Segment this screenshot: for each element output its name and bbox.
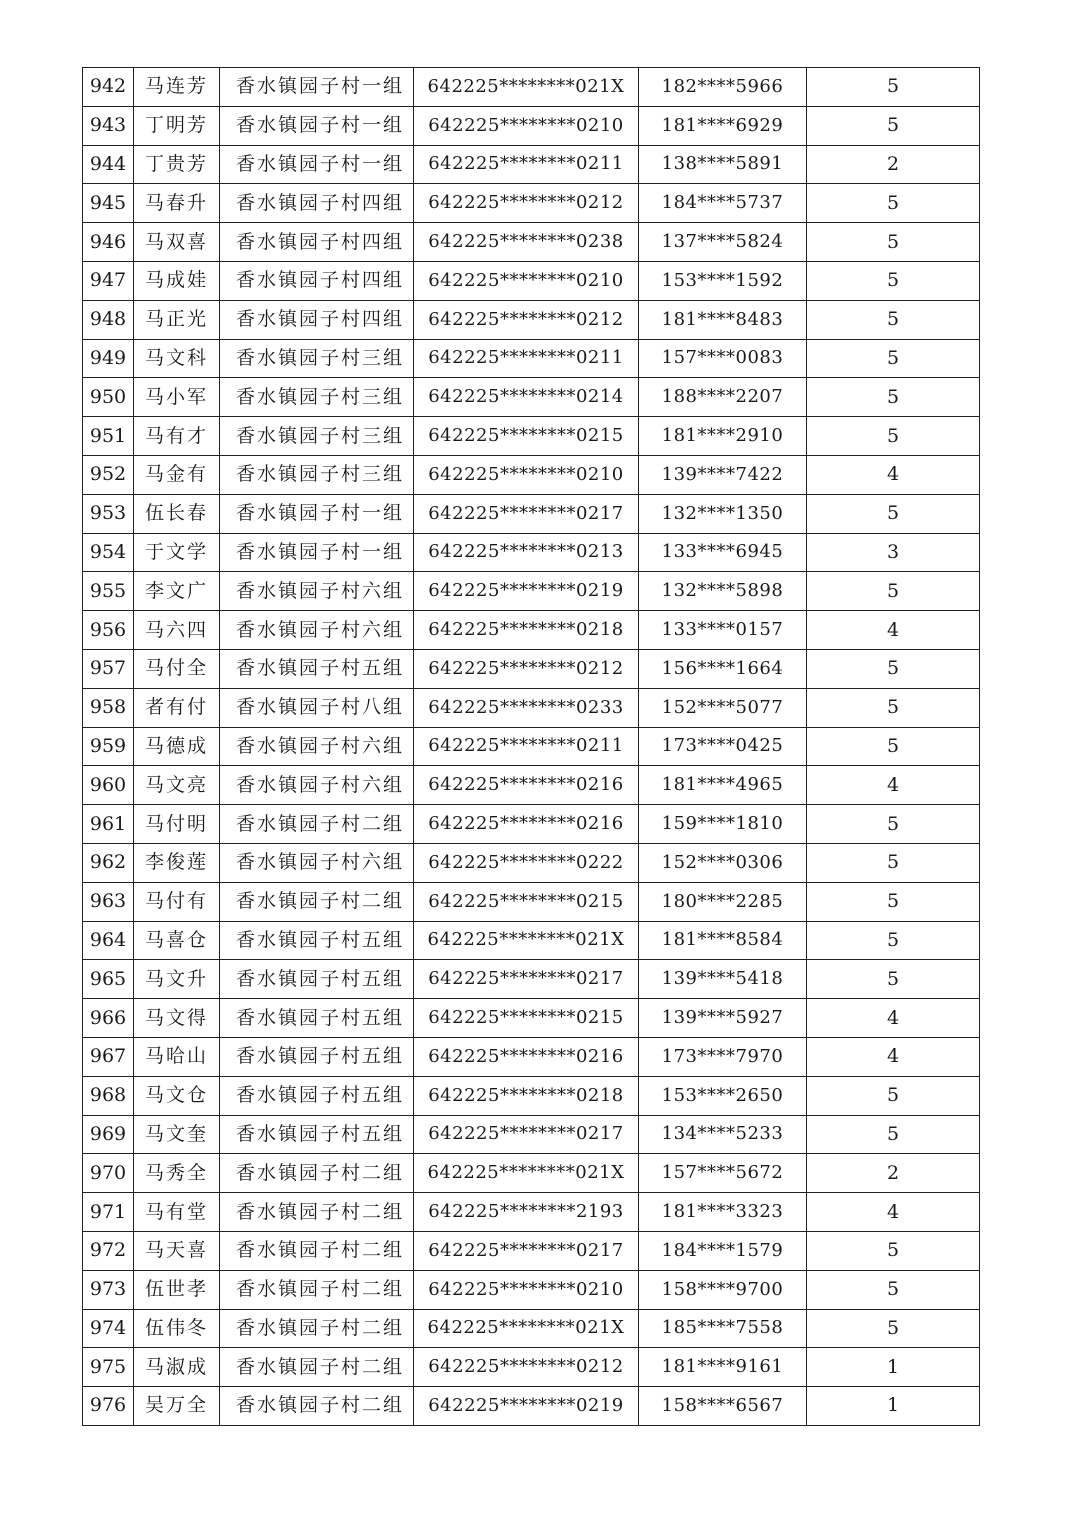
address-cell: 香水镇园子村二组 xyxy=(220,1154,414,1193)
id-number-cell: 642225********0210 xyxy=(414,261,639,300)
name-cell: 马有堂 xyxy=(134,1193,220,1232)
table-row xyxy=(83,184,980,223)
name-cell: 李俊莲 xyxy=(134,843,220,882)
address-cell: 香水镇园子村二组 xyxy=(220,1309,414,1348)
address-cell: 香水镇园子村二组 xyxy=(220,805,414,844)
name-cell: 马成娃 xyxy=(134,261,220,300)
name-cell: 李文广 xyxy=(134,572,220,611)
table-row xyxy=(83,533,980,572)
name-cell: 马金有 xyxy=(134,455,220,494)
table-row xyxy=(83,611,980,650)
id-number-cell: 642225********0216 xyxy=(414,1037,639,1076)
table-row xyxy=(83,921,980,960)
roster-table-body xyxy=(83,68,980,1426)
count-cell: 4 xyxy=(807,455,980,494)
table-row xyxy=(83,1270,980,1309)
table-row xyxy=(83,455,980,494)
id-number-cell: 642225********021X xyxy=(414,1309,639,1348)
row-number-cell: 955 xyxy=(83,572,134,611)
count-cell: 5 xyxy=(807,882,980,921)
id-number-cell: 642225********0211 xyxy=(414,145,639,184)
row-number-cell: 958 xyxy=(83,688,134,727)
id-number-cell: 642225********0238 xyxy=(414,223,639,262)
row-number-cell: 950 xyxy=(83,378,134,417)
id-number-cell: 642225********021X xyxy=(414,1154,639,1193)
count-cell: 4 xyxy=(807,611,980,650)
address-cell: 香水镇园子村三组 xyxy=(220,339,414,378)
roster-table xyxy=(82,67,980,1426)
row-number-cell: 944 xyxy=(83,145,134,184)
id-number-cell: 642225********021X xyxy=(414,68,639,107)
count-cell: 5 xyxy=(807,417,980,456)
table-row xyxy=(83,494,980,533)
name-cell: 伍长春 xyxy=(134,494,220,533)
id-number-cell: 642225********0222 xyxy=(414,843,639,882)
address-cell: 香水镇园子村一组 xyxy=(220,533,414,572)
id-number-cell: 642225********0217 xyxy=(414,1115,639,1154)
name-cell: 马天喜 xyxy=(134,1231,220,1270)
address-cell: 香水镇园子村五组 xyxy=(220,921,414,960)
name-cell: 马德成 xyxy=(134,727,220,766)
count-cell: 4 xyxy=(807,1193,980,1232)
address-cell: 香水镇园子村八组 xyxy=(220,688,414,727)
phone-cell: 132****5898 xyxy=(639,572,807,611)
count-cell: 5 xyxy=(807,843,980,882)
row-number-cell: 954 xyxy=(83,533,134,572)
phone-cell: 152****0306 xyxy=(639,843,807,882)
phone-cell: 185****7558 xyxy=(639,1309,807,1348)
row-number-cell: 959 xyxy=(83,727,134,766)
count-cell: 5 xyxy=(807,1115,980,1154)
table-row xyxy=(83,1387,980,1426)
count-cell: 5 xyxy=(807,300,980,339)
address-cell: 香水镇园子村三组 xyxy=(220,378,414,417)
id-number-cell: 642225********0214 xyxy=(414,378,639,417)
count-cell: 5 xyxy=(807,727,980,766)
name-cell: 马文得 xyxy=(134,999,220,1038)
name-cell: 马付全 xyxy=(134,649,220,688)
phone-cell: 181****8584 xyxy=(639,921,807,960)
phone-cell: 173****7970 xyxy=(639,1037,807,1076)
row-number-cell: 948 xyxy=(83,300,134,339)
count-cell: 5 xyxy=(807,223,980,262)
table-row xyxy=(83,805,980,844)
count-cell: 5 xyxy=(807,1270,980,1309)
count-cell: 1 xyxy=(807,1348,980,1387)
phone-cell: 152****5077 xyxy=(639,688,807,727)
id-number-cell: 642225********0213 xyxy=(414,533,639,572)
row-number-cell: 947 xyxy=(83,261,134,300)
table-row xyxy=(83,378,980,417)
name-cell: 马秀全 xyxy=(134,1154,220,1193)
phone-cell: 188****2207 xyxy=(639,378,807,417)
row-number-cell: 968 xyxy=(83,1076,134,1115)
address-cell: 香水镇园子村四组 xyxy=(220,300,414,339)
count-cell: 4 xyxy=(807,1037,980,1076)
table-row xyxy=(83,1193,980,1232)
name-cell: 马有才 xyxy=(134,417,220,456)
address-cell: 香水镇园子村二组 xyxy=(220,1231,414,1270)
phone-cell: 181****8483 xyxy=(639,300,807,339)
table-row xyxy=(83,882,980,921)
row-number-cell: 953 xyxy=(83,494,134,533)
phone-cell: 158****6567 xyxy=(639,1387,807,1426)
name-cell: 马小军 xyxy=(134,378,220,417)
table-row xyxy=(83,727,980,766)
address-cell: 香水镇园子村一组 xyxy=(220,106,414,145)
row-number-cell: 957 xyxy=(83,649,134,688)
address-cell: 香水镇园子村六组 xyxy=(220,766,414,805)
row-number-cell: 943 xyxy=(83,106,134,145)
table-row xyxy=(83,223,980,262)
id-number-cell: 642225********2193 xyxy=(414,1193,639,1232)
table-row xyxy=(83,688,980,727)
row-number-cell: 972 xyxy=(83,1231,134,1270)
name-cell: 者有付 xyxy=(134,688,220,727)
address-cell: 香水镇园子村六组 xyxy=(220,572,414,611)
table-row xyxy=(83,261,980,300)
id-number-cell: 642225********0233 xyxy=(414,688,639,727)
table-row xyxy=(83,843,980,882)
address-cell: 香水镇园子村一组 xyxy=(220,68,414,107)
name-cell: 马双喜 xyxy=(134,223,220,262)
id-number-cell: 642225********0215 xyxy=(414,999,639,1038)
row-number-cell: 961 xyxy=(83,805,134,844)
name-cell: 马喜仓 xyxy=(134,921,220,960)
id-number-cell: 642225********0211 xyxy=(414,339,639,378)
phone-cell: 184****5737 xyxy=(639,184,807,223)
phone-cell: 181****2910 xyxy=(639,417,807,456)
table-row xyxy=(83,417,980,456)
phone-cell: 134****5233 xyxy=(639,1115,807,1154)
id-number-cell: 642225********0210 xyxy=(414,106,639,145)
id-number-cell: 642225********0216 xyxy=(414,805,639,844)
row-number-cell: 960 xyxy=(83,766,134,805)
count-cell: 1 xyxy=(807,1387,980,1426)
row-number-cell: 969 xyxy=(83,1115,134,1154)
phone-cell: 132****1350 xyxy=(639,494,807,533)
count-cell: 4 xyxy=(807,999,980,1038)
address-cell: 香水镇园子村三组 xyxy=(220,455,414,494)
phone-cell: 157****5672 xyxy=(639,1154,807,1193)
name-cell: 马淑成 xyxy=(134,1348,220,1387)
name-cell: 马文仓 xyxy=(134,1076,220,1115)
phone-cell: 137****5824 xyxy=(639,223,807,262)
table-row xyxy=(83,300,980,339)
id-number-cell: 642225********0212 xyxy=(414,184,639,223)
count-cell: 2 xyxy=(807,1154,980,1193)
phone-cell: 181****9161 xyxy=(639,1348,807,1387)
count-cell: 5 xyxy=(807,378,980,417)
row-number-cell: 963 xyxy=(83,882,134,921)
name-cell: 丁贵芳 xyxy=(134,145,220,184)
address-cell: 香水镇园子村五组 xyxy=(220,999,414,1038)
name-cell: 马连芳 xyxy=(134,68,220,107)
id-number-cell: 642225********0217 xyxy=(414,494,639,533)
name-cell: 马付有 xyxy=(134,882,220,921)
table-row xyxy=(83,1348,980,1387)
id-number-cell: 642225********0215 xyxy=(414,417,639,456)
row-number-cell: 964 xyxy=(83,921,134,960)
id-number-cell: 642225********0217 xyxy=(414,1231,639,1270)
count-cell: 5 xyxy=(807,572,980,611)
name-cell: 马文奎 xyxy=(134,1115,220,1154)
id-number-cell: 642225********0210 xyxy=(414,1270,639,1309)
address-cell: 香水镇园子村五组 xyxy=(220,960,414,999)
row-number-cell: 966 xyxy=(83,999,134,1038)
name-cell: 丁明芳 xyxy=(134,106,220,145)
address-cell: 香水镇园子村四组 xyxy=(220,261,414,300)
phone-cell: 184****1579 xyxy=(639,1231,807,1270)
address-cell: 香水镇园子村五组 xyxy=(220,1076,414,1115)
phone-cell: 181****6929 xyxy=(639,106,807,145)
phone-cell: 181****3323 xyxy=(639,1193,807,1232)
row-number-cell: 942 xyxy=(83,68,134,107)
table-row xyxy=(83,999,980,1038)
table-row xyxy=(83,339,980,378)
phone-cell: 138****5891 xyxy=(639,145,807,184)
phone-cell: 159****1810 xyxy=(639,805,807,844)
name-cell: 马六四 xyxy=(134,611,220,650)
count-cell: 5 xyxy=(807,184,980,223)
id-number-cell: 642225********0216 xyxy=(414,766,639,805)
name-cell: 伍世孝 xyxy=(134,1270,220,1309)
count-cell: 5 xyxy=(807,68,980,107)
row-number-cell: 956 xyxy=(83,611,134,650)
address-cell: 香水镇园子村一组 xyxy=(220,145,414,184)
count-cell: 5 xyxy=(807,261,980,300)
row-number-cell: 973 xyxy=(83,1270,134,1309)
address-cell: 香水镇园子村二组 xyxy=(220,1193,414,1232)
table-row xyxy=(83,766,980,805)
name-cell: 马文升 xyxy=(134,960,220,999)
id-number-cell: 642225********0219 xyxy=(414,1387,639,1426)
address-cell: 香水镇园子村二组 xyxy=(220,1348,414,1387)
phone-cell: 139****5927 xyxy=(639,999,807,1038)
phone-cell: 173****0425 xyxy=(639,727,807,766)
phone-cell: 180****2285 xyxy=(639,882,807,921)
count-cell: 4 xyxy=(807,766,980,805)
id-number-cell: 642225********0210 xyxy=(414,455,639,494)
phone-cell: 156****1664 xyxy=(639,649,807,688)
id-number-cell: 642225********0217 xyxy=(414,960,639,999)
name-cell: 吴万全 xyxy=(134,1387,220,1426)
row-number-cell: 971 xyxy=(83,1193,134,1232)
row-number-cell: 949 xyxy=(83,339,134,378)
address-cell: 香水镇园子村三组 xyxy=(220,417,414,456)
address-cell: 香水镇园子村四组 xyxy=(220,223,414,262)
count-cell: 5 xyxy=(807,339,980,378)
address-cell: 香水镇园子村六组 xyxy=(220,611,414,650)
count-cell: 5 xyxy=(807,106,980,145)
name-cell: 马文亮 xyxy=(134,766,220,805)
row-number-cell: 946 xyxy=(83,223,134,262)
id-number-cell: 642225********021X xyxy=(414,921,639,960)
address-cell: 香水镇园子村五组 xyxy=(220,1115,414,1154)
row-number-cell: 967 xyxy=(83,1037,134,1076)
id-number-cell: 642225********0215 xyxy=(414,882,639,921)
address-cell: 香水镇园子村五组 xyxy=(220,1037,414,1076)
count-cell: 2 xyxy=(807,145,980,184)
count-cell: 5 xyxy=(807,921,980,960)
address-cell: 香水镇园子村二组 xyxy=(220,882,414,921)
phone-cell: 139****5418 xyxy=(639,960,807,999)
phone-cell: 181****4965 xyxy=(639,766,807,805)
name-cell: 马正光 xyxy=(134,300,220,339)
count-cell: 5 xyxy=(807,960,980,999)
table-row xyxy=(83,145,980,184)
row-number-cell: 951 xyxy=(83,417,134,456)
phone-cell: 133****0157 xyxy=(639,611,807,650)
count-cell: 5 xyxy=(807,1309,980,1348)
phone-cell: 153****1592 xyxy=(639,261,807,300)
count-cell: 5 xyxy=(807,805,980,844)
name-cell: 于文学 xyxy=(134,533,220,572)
count-cell: 5 xyxy=(807,494,980,533)
row-number-cell: 962 xyxy=(83,843,134,882)
row-number-cell: 970 xyxy=(83,1154,134,1193)
id-number-cell: 642225********0212 xyxy=(414,300,639,339)
row-number-cell: 952 xyxy=(83,455,134,494)
id-number-cell: 642225********0211 xyxy=(414,727,639,766)
table-row xyxy=(83,960,980,999)
table-row xyxy=(83,1231,980,1270)
name-cell: 马哈山 xyxy=(134,1037,220,1076)
table-row xyxy=(83,1154,980,1193)
id-number-cell: 642225********0218 xyxy=(414,611,639,650)
table-row xyxy=(83,106,980,145)
phone-cell: 133****6945 xyxy=(639,533,807,572)
phone-cell: 158****9700 xyxy=(639,1270,807,1309)
name-cell: 马付明 xyxy=(134,805,220,844)
id-number-cell: 642225********0212 xyxy=(414,1348,639,1387)
id-number-cell: 642225********0219 xyxy=(414,572,639,611)
address-cell: 香水镇园子村六组 xyxy=(220,727,414,766)
table-row xyxy=(83,572,980,611)
row-number-cell: 945 xyxy=(83,184,134,223)
count-cell: 5 xyxy=(807,649,980,688)
address-cell: 香水镇园子村五组 xyxy=(220,649,414,688)
row-number-cell: 974 xyxy=(83,1309,134,1348)
table-row xyxy=(83,1076,980,1115)
id-number-cell: 642225********0218 xyxy=(414,1076,639,1115)
row-number-cell: 965 xyxy=(83,960,134,999)
count-cell: 5 xyxy=(807,1231,980,1270)
name-cell: 马春升 xyxy=(134,184,220,223)
address-cell: 香水镇园子村一组 xyxy=(220,494,414,533)
table-row xyxy=(83,649,980,688)
table-row xyxy=(83,68,980,107)
name-cell: 马文科 xyxy=(134,339,220,378)
name-cell: 伍伟冬 xyxy=(134,1309,220,1348)
phone-cell: 153****2650 xyxy=(639,1076,807,1115)
address-cell: 香水镇园子村二组 xyxy=(220,1387,414,1426)
phone-cell: 139****7422 xyxy=(639,455,807,494)
table-row xyxy=(83,1309,980,1348)
row-number-cell: 975 xyxy=(83,1348,134,1387)
count-cell: 5 xyxy=(807,1076,980,1115)
address-cell: 香水镇园子村二组 xyxy=(220,1270,414,1309)
phone-cell: 157****0083 xyxy=(639,339,807,378)
table-row xyxy=(83,1115,980,1154)
count-cell: 5 xyxy=(807,688,980,727)
address-cell: 香水镇园子村六组 xyxy=(220,843,414,882)
row-number-cell: 976 xyxy=(83,1387,134,1426)
address-cell: 香水镇园子村四组 xyxy=(220,184,414,223)
id-number-cell: 642225********0212 xyxy=(414,649,639,688)
count-cell: 3 xyxy=(807,533,980,572)
phone-cell: 182****5966 xyxy=(639,68,807,107)
table-row xyxy=(83,1037,980,1076)
